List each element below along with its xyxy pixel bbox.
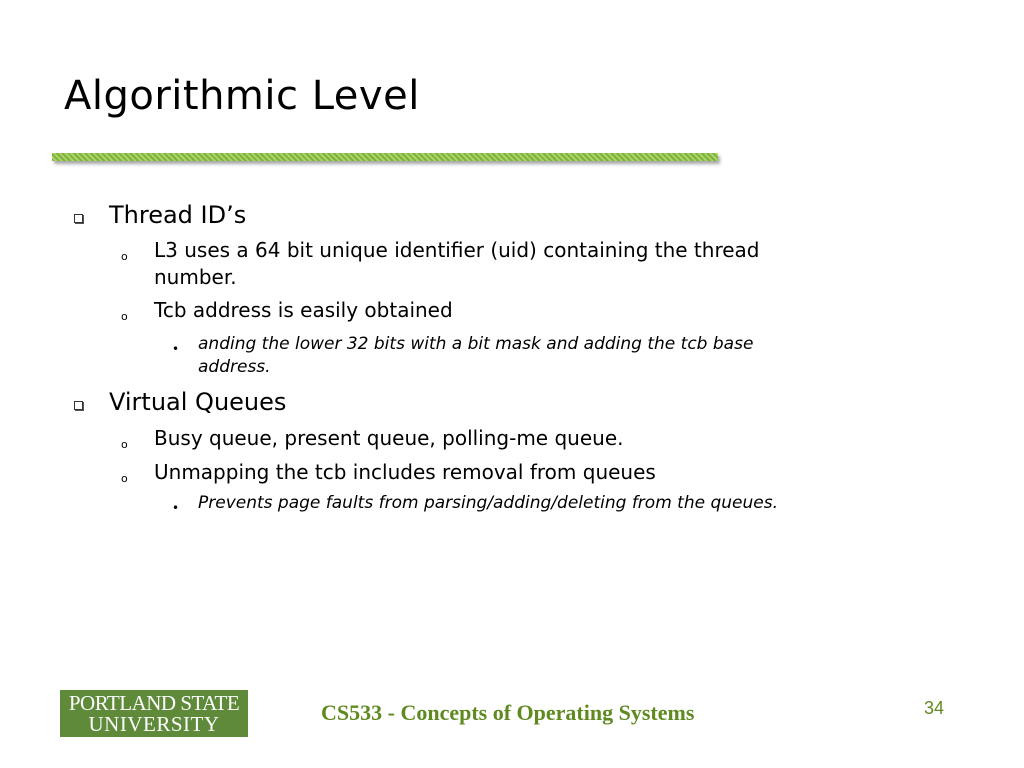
bullet-thread-ids: Thread ID’s xyxy=(109,201,247,229)
sub-bullet-uid-line2: number. xyxy=(154,265,237,289)
dot-bullet-icon: • xyxy=(172,501,180,515)
page-number: 34 xyxy=(924,698,945,718)
circle-bullet-icon: o xyxy=(121,438,128,451)
sub-sub-bullet-prevents: Prevents page faults from parsing/adding/deleting from the queues. xyxy=(198,493,778,513)
circle-bullet-icon: o xyxy=(121,310,128,323)
circle-bullet-icon: o xyxy=(121,250,128,263)
sub-bullet-tcb-address: Tcb address is easily obtained xyxy=(154,298,453,322)
slide-title: Algorithmic Level xyxy=(64,73,420,119)
sub-sub-bullet-anding-line2: address. xyxy=(198,357,271,377)
portland-state-logo xyxy=(60,690,248,737)
logo-line1: PORTLAND STATE xyxy=(68,690,240,715)
dot-bullet-icon: • xyxy=(172,342,180,356)
sub-bullet-busy-queue: Busy queue, present queue, polling-me queue. xyxy=(154,426,624,450)
logo-line2: UNIVERSITY xyxy=(88,711,220,736)
circle-bullet-icon: o xyxy=(121,472,128,485)
sub-bullet-uid-line1: L3 uses a 64 bit unique identifier (uid) containing the thread xyxy=(154,238,760,262)
square-bullet-icon xyxy=(74,401,83,410)
bullet-virtual-queues: Virtual Queues xyxy=(109,388,287,416)
title-divider xyxy=(52,153,718,161)
square-bullet-icon xyxy=(74,214,83,223)
sub-sub-bullet-anding-line1: anding the lower 32 bits with a bit mask and adding the tcb base xyxy=(198,334,754,354)
sub-bullet-unmapping: Unmapping the tcb includes removal from queues xyxy=(154,460,656,484)
course-title: CS533 - Concepts of Operating Systems xyxy=(321,700,695,725)
